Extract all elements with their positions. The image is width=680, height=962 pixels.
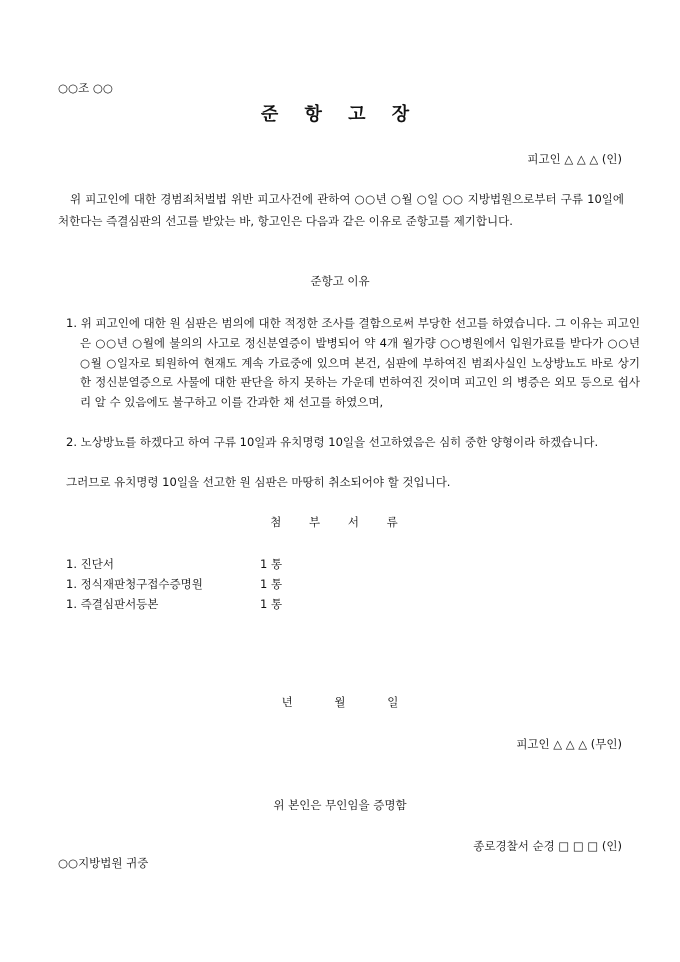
attachments-heading: 첨 부 서 류 [270,515,410,529]
date-line: 년 월 일 [281,695,399,709]
certification-statement: 위 본인은 무인임을 증명함 [273,798,407,812]
attachment-name: 1. 정식재판청구접수증명원 [66,577,203,591]
attachment-item [66,594,282,614]
intro-paragraph: 위 피고인에 대한 경범죄처벌법 위반 피고사건에 관하여 ○○년 ○월 ○일 ○○ 지방법원으로부터 구류 10일에 처한다는 즉결심판의 선고를 받았는 바, 항고인은 다음과 같은 이유로 준항고를 제기합니다. [58,192,624,228]
case-number: ○○조 ○○ [58,81,113,95]
attachment-count: 1 통 [260,577,283,591]
reason-item-2: 2. 노상방뇨를 하겠다고 하여 구류 10일과 유치명령 10일을 선고하였음은 심히 중한 양형이라 하겠습니다. [66,435,599,449]
attachment-item [66,574,282,594]
officer-signature: 종로경찰서 순경 □ □ □ (인) [473,839,622,853]
attachment-count: 1 통 [260,557,283,571]
conclusion-paragraph: 그러므로 유치명령 10일을 선고한 원 심판은 마땅히 취소되어야 할 것입니다. [66,475,451,489]
attachment-name: 1. 즉결심판서등본 [66,597,159,611]
reason-item-1: 1. 위 피고인에 대한 원 심판은 범의에 대한 적정한 조사를 결함으로써 부당한 선고를 하였습니다. 그 이유는 피고인은 ○○년 ○월에 불의의 사고로 정신분열증이 발병되어 약 4개 월가량 ○○병원에서 입원가료를 받다가 ○○년 ○월 ○일자로 퇴원하여 현재도 계속 가료중에 있으며 본건, 심판에 부하여진 범죄사실인 노상방뇨도 바로 상기한 정신분열증으로 사물에 대한 판단을 하지 못하는 가운데 번하여진 것이며 피고인 의 병증은 외모 등으로 쉽사리 알 수 있음에도 불구하고 이를 간과한 채 선고를 하였으며, [66,316,640,410]
attachments-list [66,554,282,614]
attachment-count: 1 통 [260,597,283,611]
attachment-name: 1. 진단서 [66,557,114,571]
court-addressee: ○○지방법원 귀중 [58,856,149,870]
attachment-item [66,554,282,574]
defendant-signature-bottom: 피고인 △ △ △ (무인) [516,737,622,751]
document-title: 준 항 고 장 [260,104,420,125]
defendant-signature-top: 피고인 △ △ △ (인) [527,152,622,166]
reasons-heading: 준항고 이유 [310,274,370,288]
